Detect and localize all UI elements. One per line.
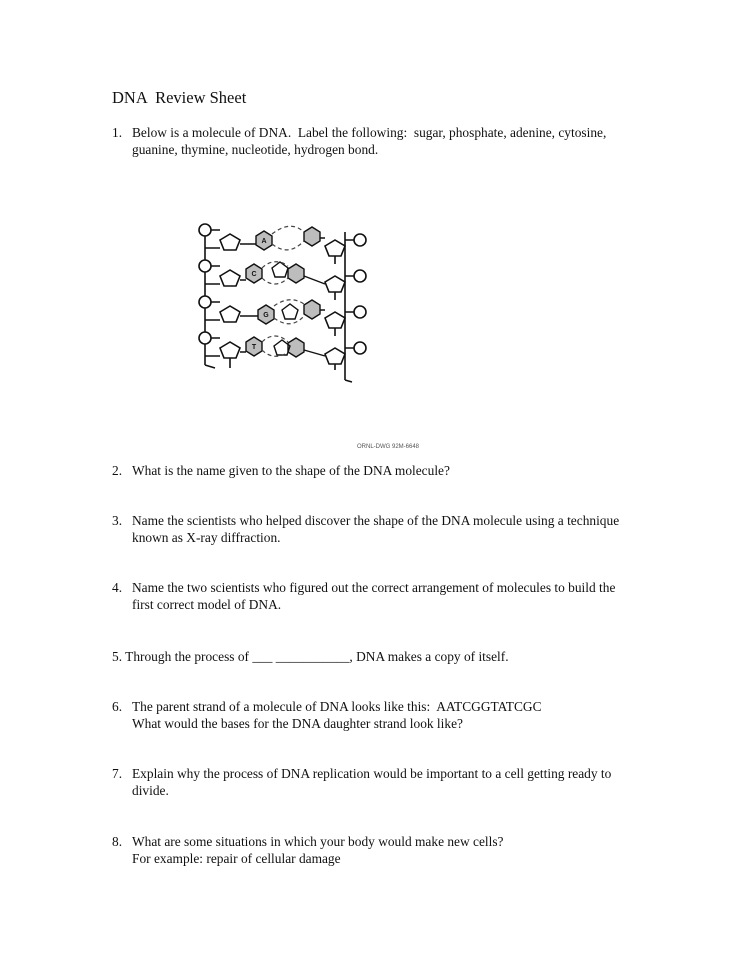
sugar-pentagon bbox=[220, 306, 240, 322]
base-label-g: G bbox=[263, 312, 269, 319]
figure-code: ORNL-DWG 92M-6648 bbox=[357, 444, 420, 450]
question-number: 6. bbox=[112, 699, 123, 714]
base-label-c: C bbox=[251, 271, 257, 278]
question-number: 8. bbox=[112, 834, 123, 849]
question-4 bbox=[112, 579, 632, 613]
question-5 bbox=[112, 648, 632, 665]
sugar-pentagon bbox=[220, 270, 240, 286]
hydrogen-bond bbox=[272, 226, 304, 234]
base-pentagon bbox=[272, 262, 288, 277]
question-number: 2. bbox=[112, 463, 123, 478]
base-hexagon bbox=[304, 300, 320, 319]
question-number: 4. bbox=[112, 580, 123, 595]
phosphate-circle bbox=[199, 332, 211, 344]
question-number: 1. bbox=[112, 125, 123, 140]
base-hexagon bbox=[304, 227, 320, 246]
base-hexagon bbox=[288, 338, 304, 357]
phosphate-circle bbox=[199, 224, 211, 236]
phosphate-circle bbox=[199, 260, 211, 272]
phosphate-circle bbox=[354, 234, 366, 246]
sugar-pentagon bbox=[325, 348, 345, 364]
phosphate-circle bbox=[354, 270, 366, 282]
question-1 bbox=[112, 124, 632, 158]
dna-molecule-diagram bbox=[190, 210, 490, 460]
question-text: The parent strand of a molecule of DNA looks like this: AATCGGTATCGC What would the bases for the DNA daughter strand look like? bbox=[132, 699, 542, 731]
sugar-pentagon bbox=[325, 312, 345, 328]
question-text: Below is a molecule of DNA. Label the following: sugar, phosphate, adenine, cytosine, guanine, thymine, nucleotide, hydrogen bond. bbox=[132, 125, 610, 157]
phosphate-circle bbox=[199, 296, 211, 308]
page-title: DNA Review Sheet bbox=[112, 88, 247, 107]
question-text: Name the scientists who helped discover the shape of the DNA molecule using a technique known as X-ray diffraction. bbox=[132, 513, 623, 545]
sugar-pentagon bbox=[220, 342, 240, 358]
phosphate-circle bbox=[354, 342, 366, 354]
base-label-a: A bbox=[261, 238, 267, 245]
question-number: 5. bbox=[112, 649, 123, 664]
question-text: Through the process of ___ ___________, DNA makes a copy of itself. bbox=[125, 649, 509, 664]
question-text: What is the name given to the shape of the DNA molecule? bbox=[132, 463, 450, 478]
right-backbone bbox=[345, 232, 354, 382]
question-text: What are some situations in which your body would make new cells? For example: repair of cellular damage bbox=[132, 834, 504, 866]
question-2 bbox=[112, 462, 632, 479]
sugar-pentagon bbox=[325, 276, 345, 292]
hydrogen-bond bbox=[272, 241, 304, 250]
base-pentagon bbox=[282, 304, 298, 319]
sugar-pentagon bbox=[220, 234, 240, 250]
question-7 bbox=[112, 765, 632, 799]
phosphate-circle bbox=[354, 306, 366, 318]
question-text: Name the two scientists who figured out the correct arrangement of molecules to build the first correct model of DNA. bbox=[132, 580, 619, 612]
hydrogen-bond bbox=[262, 278, 288, 284]
question-8 bbox=[112, 833, 632, 867]
question-text: Explain why the process of DNA replication would be important to a cell getting ready to divide. bbox=[132, 766, 615, 798]
question-number: 7. bbox=[112, 766, 123, 781]
hydrogen-bond bbox=[274, 316, 304, 324]
base-label-t: T bbox=[251, 344, 257, 351]
base-hexagon bbox=[288, 264, 304, 283]
question-6 bbox=[112, 698, 632, 732]
question-3 bbox=[112, 512, 632, 546]
question-number: 3. bbox=[112, 513, 123, 528]
sugar-pentagon bbox=[325, 240, 345, 256]
